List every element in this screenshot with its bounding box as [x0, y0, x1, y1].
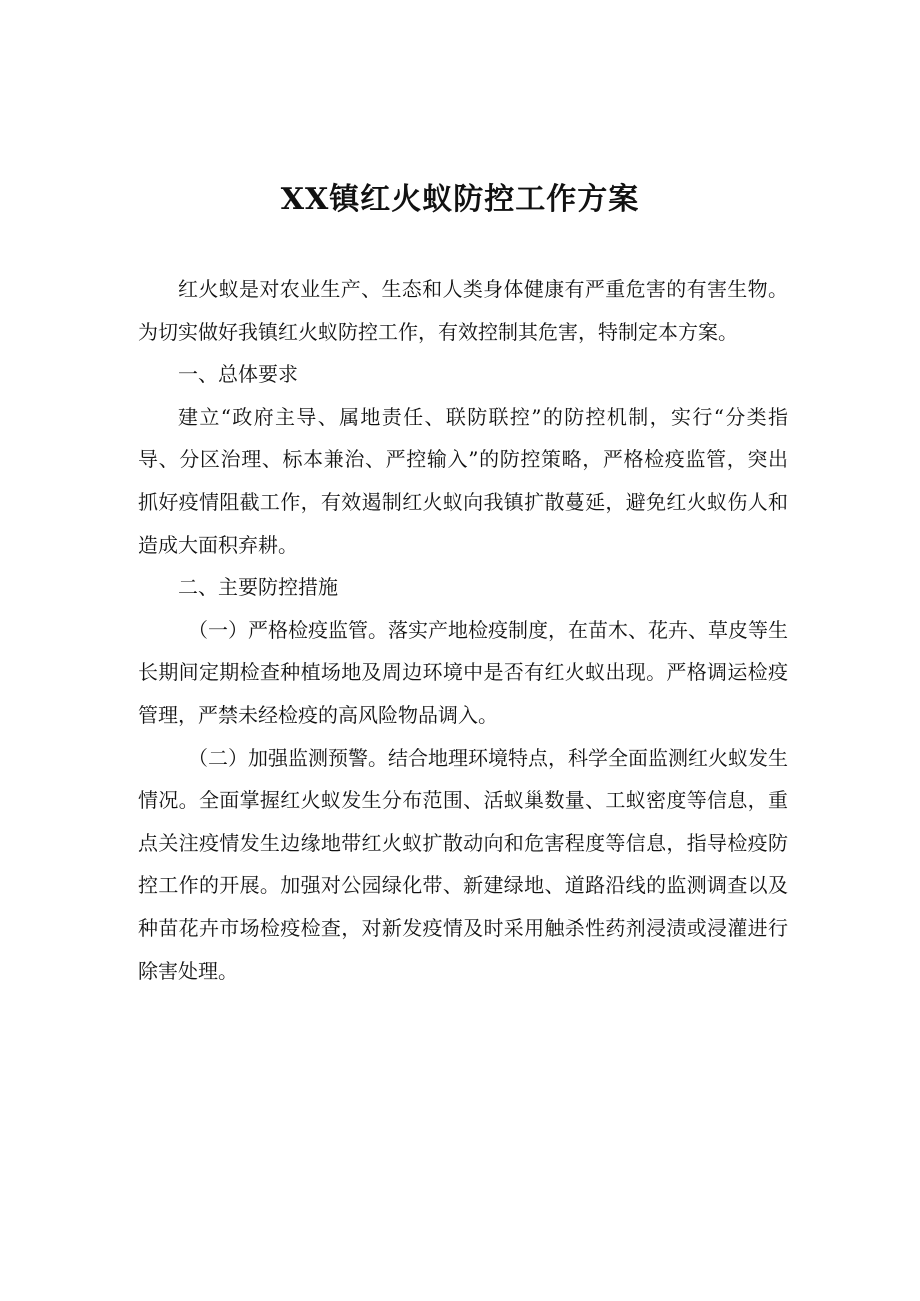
document-body — [138, 268, 788, 992]
measure2-lead: （二）加强监测预警。 — [188, 745, 388, 770]
measure1-body: 落实产地检疫制度，在苗木、花卉、草皮等生长期间定期检查种植场地及周边环境中是否有红火蚁出现。严格调运检疫管理，严禁未经检疫的高风险物品调入。 — [138, 617, 788, 727]
measure1-paragraph — [138, 609, 788, 737]
section1-paragraph: 建立“政府主导、属地责任、联防联控”的防控机制，实行“分类指导、分区治理、标本兼治、严控输入”的防控策略，严格检疫监管，突出抓好疫情阻截工作，有效遏制红火蚁向我镇扩散蔓延，避免红火蚁伤人和造成大面积弃耕。 — [138, 404, 788, 557]
document-title: XX镇红火蚁防控工作方案 — [280, 182, 640, 217]
measure2-body: 结合地理环境特点，科学全面监测红火蚁发生情况。全面掌握红火蚁发生分布范围、活蚁巢数量、工蚁密度等信息，重点关注疫情发生边缘地带红火蚁扩散动向和危害程度等信息，指导检疫防控工作的开展。加强对公园绿化带、新建绿地、道路沿线的监测调查以及种苗花卉市场检疫检查，对新发疫情及时采用触杀性药剂浸渍或浸灌进行除害处理。 — [138, 745, 788, 983]
measure1-lead: （一）严格检疫监管。 — [188, 617, 388, 642]
intro-paragraph: 红火蚁是对农业生产、生态和人类身体健康有严重危害的有害生物。为切实做好我镇红火蚁防控工作，有效控制其危害，特制定本方案。 — [138, 277, 788, 344]
section1-heading: 一、总体要求 — [178, 362, 298, 387]
measure2-paragraph — [138, 737, 788, 993]
section2-heading: 二、主要防控措施 — [178, 575, 338, 600]
